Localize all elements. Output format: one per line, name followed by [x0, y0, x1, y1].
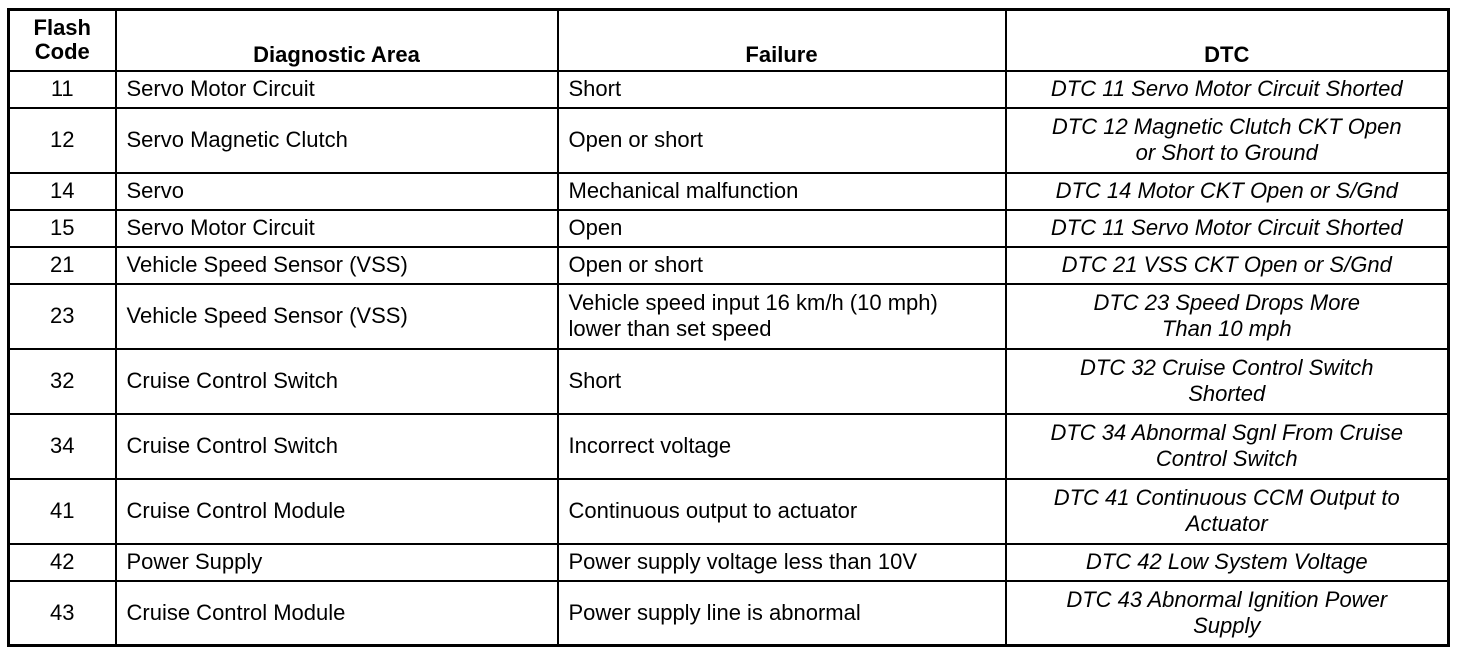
failure-cell: Short [558, 349, 1006, 414]
header-flash-code: Flash Code [9, 10, 116, 71]
table-body [9, 71, 1449, 646]
dtc-cell: DTC 12 Magnetic Clutch CKT Open or Short to Ground [1006, 108, 1449, 173]
failure-cell: Short [558, 71, 1006, 108]
diagnostic-area-cell: Power Supply [116, 544, 558, 581]
failure-cell: Incorrect voltage [558, 414, 1006, 479]
diagnostic-area-cell: Cruise Control Module [116, 479, 558, 544]
failure-cell: Mechanical malfunction [558, 173, 1006, 210]
dtc-cell: DTC 11 Servo Motor Circuit Shorted [1006, 71, 1449, 108]
flash-code-cell: 42 [9, 544, 116, 581]
dtc-cell: DTC 11 Servo Motor Circuit Shorted [1006, 210, 1449, 247]
dtc-cell: DTC 32 Cruise Control Switch Shorted [1006, 349, 1449, 414]
failure-cell: Power supply line is abnormal [558, 581, 1006, 646]
dtc-cell: DTC 23 Speed Drops More Than 10 mph [1006, 284, 1449, 349]
dtc-cell: DTC 21 VSS CKT Open or S/Gnd [1006, 247, 1449, 284]
dtc-cell: DTC 43 Abnormal Ignition Power Supply [1006, 581, 1449, 646]
header-dtc: DTC [1006, 10, 1449, 71]
diagnostic-area-cell: Cruise Control Switch [116, 349, 558, 414]
table-row [9, 108, 1449, 173]
failure-cell: Open or short [558, 247, 1006, 284]
failure-cell: Open [558, 210, 1006, 247]
dtc-cell: DTC 42 Low System Voltage [1006, 544, 1449, 581]
flash-code-cell: 34 [9, 414, 116, 479]
dtc-cell: DTC 41 Continuous CCM Output to Actuator [1006, 479, 1449, 544]
diagnostic-area-cell: Servo Motor Circuit [116, 210, 558, 247]
failure-cell: Power supply voltage less than 10V [558, 544, 1006, 581]
flash-code-cell: 32 [9, 349, 116, 414]
flash-code-cell: 11 [9, 71, 116, 108]
flash-code-cell: 41 [9, 479, 116, 544]
diagnostic-area-cell: Servo [116, 173, 558, 210]
table-row [9, 173, 1449, 210]
flash-code-cell: 12 [9, 108, 116, 173]
table-row [9, 284, 1449, 349]
failure-cell: Vehicle speed input 16 km/h (10 mph) lower than set speed [558, 284, 1006, 349]
dtc-table [7, 8, 1450, 647]
table-row [9, 247, 1449, 284]
diagnostic-area-cell: Servo Magnetic Clutch [116, 108, 558, 173]
header-failure: Failure [558, 10, 1006, 71]
table-row [9, 210, 1449, 247]
table-row [9, 71, 1449, 108]
diagnostic-area-cell: Vehicle Speed Sensor (VSS) [116, 284, 558, 349]
diagnostic-area-cell: Servo Motor Circuit [116, 71, 558, 108]
header-diagnostic-area: Diagnostic Area [116, 10, 558, 71]
diagnostic-area-cell: Vehicle Speed Sensor (VSS) [116, 247, 558, 284]
table-row [9, 349, 1449, 414]
flash-code-cell: 43 [9, 581, 116, 646]
diagnostic-area-cell: Cruise Control Switch [116, 414, 558, 479]
flash-code-cell: 14 [9, 173, 116, 210]
failure-cell: Continuous output to actuator [558, 479, 1006, 544]
header-row [9, 10, 1449, 71]
diagnostic-area-cell: Cruise Control Module [116, 581, 558, 646]
flash-code-cell: 15 [9, 210, 116, 247]
flash-code-cell: 21 [9, 247, 116, 284]
table-row [9, 479, 1449, 544]
table-row [9, 414, 1449, 479]
dtc-cell: DTC 14 Motor CKT Open or S/Gnd [1006, 173, 1449, 210]
dtc-cell: DTC 34 Abnormal Sgnl From Cruise Control Switch [1006, 414, 1449, 479]
failure-cell: Open or short [558, 108, 1006, 173]
table-row [9, 581, 1449, 646]
table-header [9, 10, 1449, 71]
flash-code-cell: 23 [9, 284, 116, 349]
table-row [9, 544, 1449, 581]
